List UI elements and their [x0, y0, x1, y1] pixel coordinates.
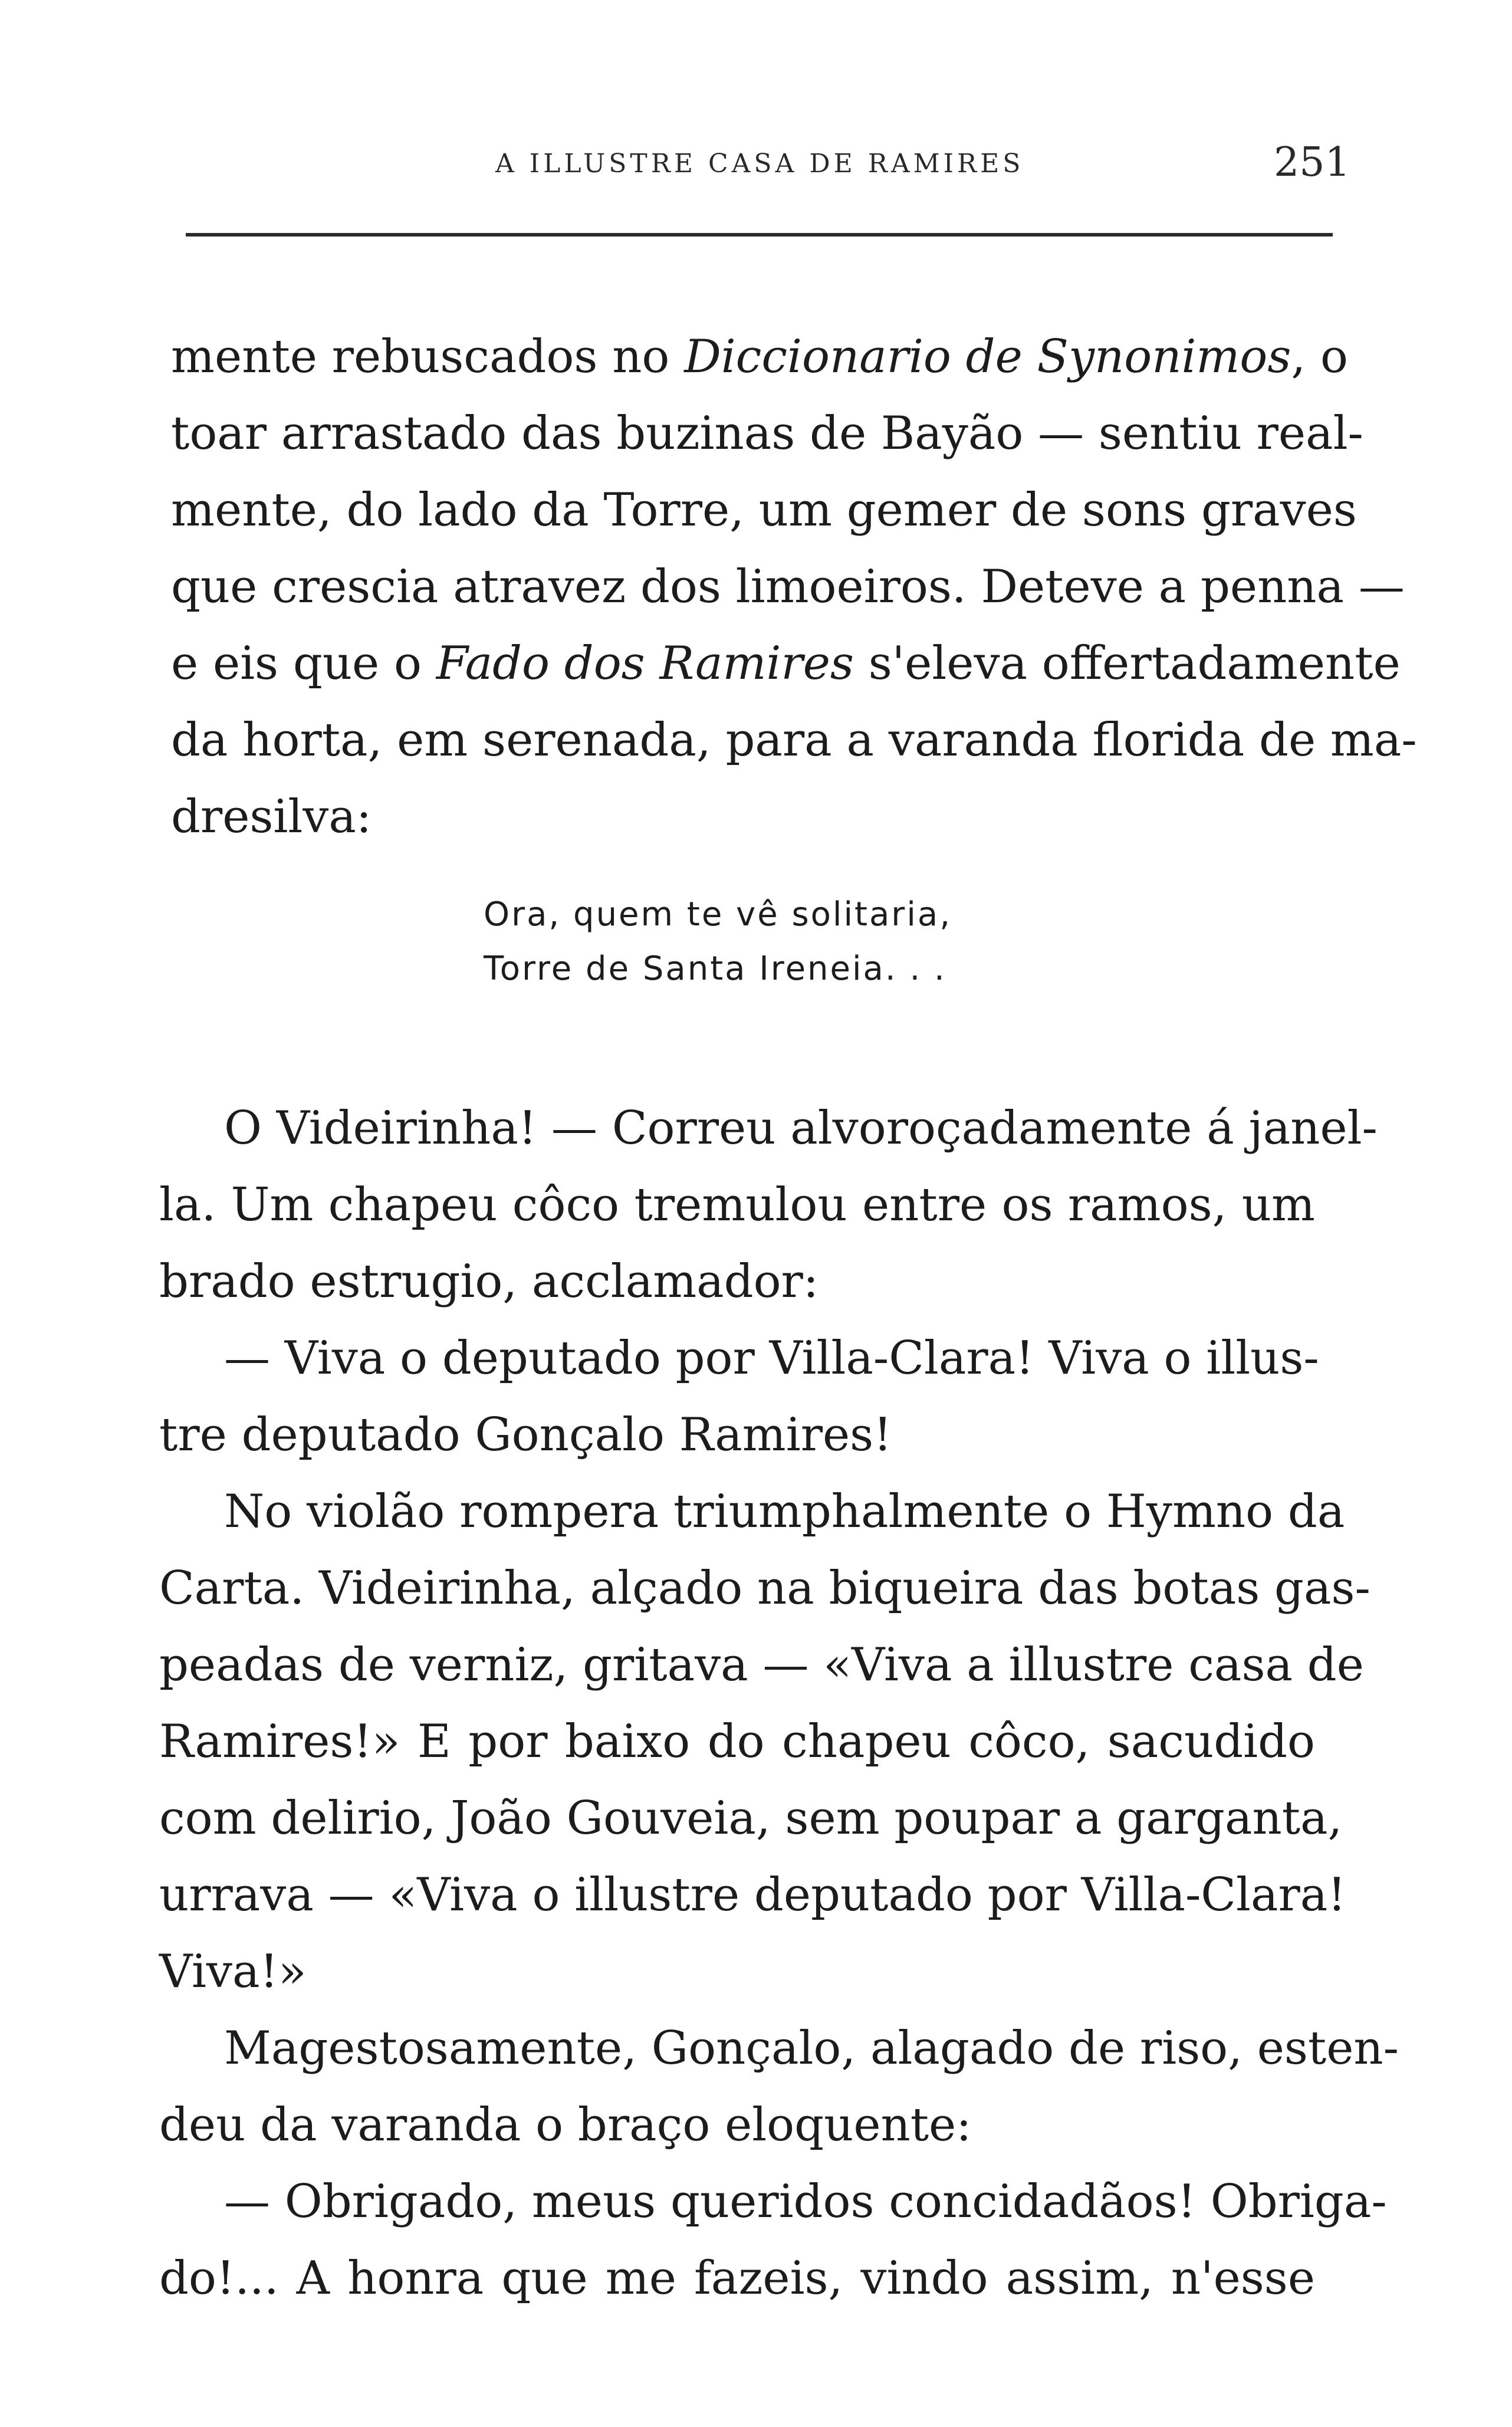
text-line: Ramires!» E por baixo do chapeu côco, sacudido: [159, 1715, 1315, 1768]
italic-title: Diccionario de Synonimos: [684, 330, 1291, 383]
verse-line: Ora, quem te vê solitaria,: [484, 895, 952, 934]
text-line: urrava — «Viva o illustre deputado por Villa-Clara!: [159, 1868, 1346, 1922]
verse-line: Torre de Santa Ireneia. . .: [484, 950, 946, 988]
text-line: brado estrugio, acclamador:: [159, 1255, 819, 1308]
text-line: da horta, em serenada, para a varanda florida de ma-: [171, 714, 1417, 767]
text-line: com delirio, João Gouveia, sem poupar a garganta,: [159, 1792, 1343, 1845]
paragraph-1: [171, 318, 1417, 855]
text-line: Carta. Videirinha, alçado na biqueira das botas gas-: [159, 1562, 1370, 1615]
text-line: — Obrigado, meus queridos concidadãos! Obriga-: [224, 2175, 1387, 2228]
text-line: do!... A honra que me fazeis, vindo assim, n'esse: [159, 2252, 1315, 2305]
text-line: dresilva:: [171, 790, 372, 843]
text-line: mente, do lado da Torre, um gemer de sons graves: [171, 484, 1357, 537]
text-line: O Videirinha! — Correu alvoroçadamente á janel-: [224, 1102, 1378, 1155]
paragraph-2: [159, 1090, 1399, 2317]
text-line: — Viva o deputado por Villa-Clara! Viva o illus-: [224, 1332, 1319, 1385]
text-line: mente rebuscados no Diccionario de Synonimos, o: [171, 330, 1348, 383]
running-title: A ILLUSTRE CASA DE RAMIRES: [495, 149, 1024, 179]
text-line: Magestosamente, Gonçalo, alagado de riso, esten-: [224, 2022, 1399, 2075]
text-line: peadas de verniz, gritava — «Viva a illustre casa de: [159, 1638, 1364, 1692]
verse-quote: [484, 888, 952, 996]
header-rule: [186, 233, 1333, 237]
text-line: que crescia atravez dos limoeiros. Deteve a penna —: [171, 560, 1405, 613]
italic-title: Fado dos Ramires: [436, 637, 854, 690]
text-line: tre deputado Gonçalo Ramires!: [159, 1408, 892, 1462]
text-line: toar arrastado das buzinas de Bayão — sentiu real-: [171, 407, 1363, 460]
page-number: 251: [1274, 139, 1350, 186]
text-line: e eis que o Fado dos Ramires s'eleva offertadamente: [171, 637, 1401, 690]
text-line: deu da varanda o braço eloquente:: [159, 2098, 972, 2152]
text-line: la. Um chapeu côco tremulou entre os ramos, um: [159, 1178, 1315, 1231]
text-line: No violão rompera triumphalmente o Hymno da: [224, 1485, 1345, 1538]
text-line: Viva!»: [159, 1945, 307, 1998]
